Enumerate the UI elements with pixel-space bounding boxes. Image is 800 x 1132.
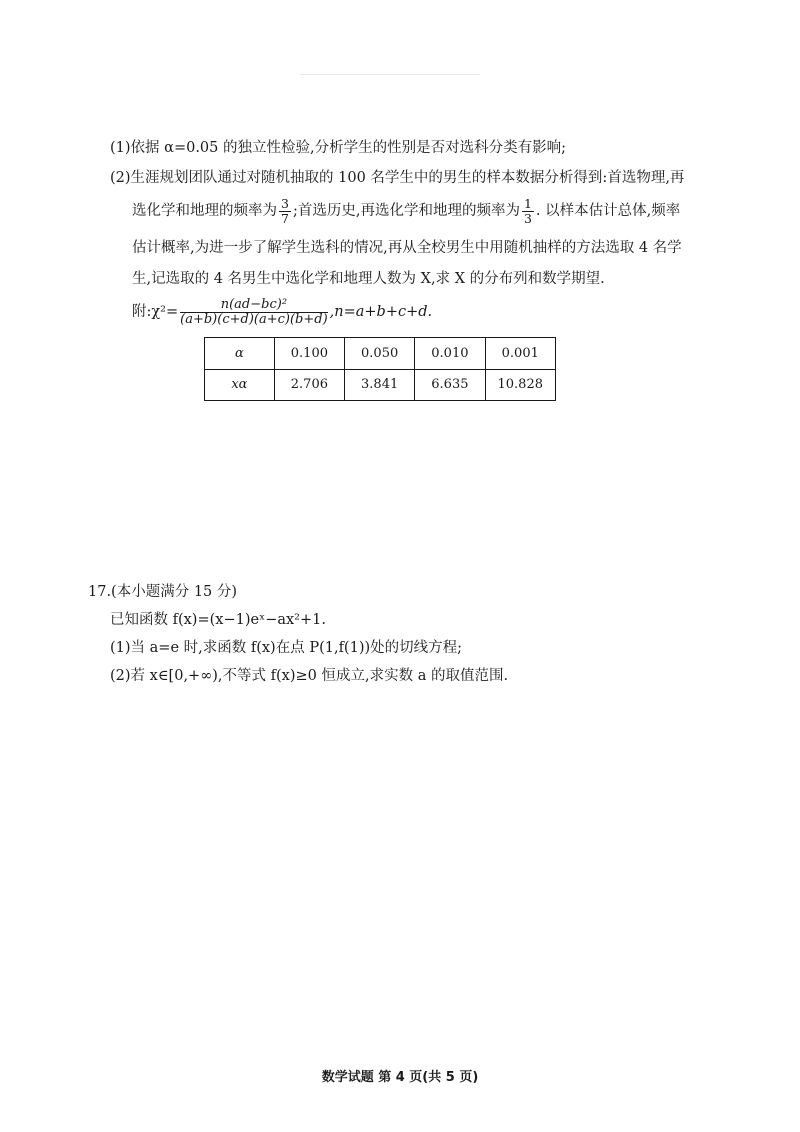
table-cell: 0.010 [415, 338, 485, 370]
q17-header: 17.(本小题满分 15 分) [88, 584, 238, 600]
table-row [205, 369, 556, 401]
table-cell: 3.841 [345, 369, 415, 401]
fraction-3-7 [279, 197, 291, 224]
table-cell-x-alpha-label: xα [205, 369, 275, 401]
table-cell-alpha-label: α [205, 338, 275, 370]
table-cell: 0.100 [274, 338, 344, 370]
table-cell: 6.635 [415, 369, 485, 401]
table-cell: 0.001 [485, 338, 555, 370]
table-cell: 10.828 [485, 369, 555, 401]
q16-part2-line3: 估计概率,为进一步了解学生选科的情况,再从全校男生中用随机抽样的方法选取 4 名学 [132, 240, 682, 256]
formula-suffix: ,n=a+b+c+d. [329, 304, 433, 320]
fraction-denominator: 7 [281, 210, 289, 226]
critical-value-table [204, 337, 556, 401]
q17-stem: 已知函数 f(x)=(x−1)eˣ−ax²+1. [110, 612, 326, 628]
formula-fraction [180, 298, 328, 326]
formula-prefix: 附:χ²= [132, 304, 179, 320]
fraction-numerator: 3 [281, 196, 289, 212]
fraction-denominator: 3 [523, 210, 532, 226]
q16-part2-line4: 生,记选取的 4 名男生中选化学和地理人数为 X,求 X 的分布列和数学期望. [132, 271, 605, 287]
q16-part2-text-a: 选化学和地理的频率为 [132, 203, 277, 219]
q16-part1: (1)依据 α=0.05 的独立性检验,分析学生的性别是否对选科分类有影响; [110, 140, 566, 156]
chi-square-formula [132, 294, 432, 330]
q16-part2-line1: (2)生涯规划团队通过对随机抽取的 100 名学生中的男生的样本数据分析得到:首选物理,再 [110, 170, 685, 186]
fraction-numerator: 1 [523, 196, 532, 212]
table-row [205, 338, 556, 370]
formula-denominator: (a+b)(c+d)(a+c)(b+d) [180, 311, 328, 327]
q17-part1: (1)当 a=e 时,求函数 f(x)在点 P(1,f(1))处的切线方程; [110, 640, 463, 656]
table-cell: 2.706 [274, 369, 344, 401]
q16-part2-text-b: ;首选历史,再选化学和地理的频率为 [292, 203, 520, 219]
scan-artifact-line [300, 74, 480, 75]
table-cell: 0.050 [345, 338, 415, 370]
q16-part2-line2 [132, 193, 680, 229]
q17-part2: (2)若 x∈[0,+∞),不等式 f(x)≥0 恒成立,求实数 a 的取值范围. [110, 668, 509, 684]
page-footer: 数学试题 第 4 页(共 5 页) [321, 1070, 479, 1085]
formula-numerator: n(ad−bc)² [180, 298, 328, 313]
q16-part2-text-c: . 以样本估计总体,频率 [535, 203, 681, 219]
fraction-1-3 [522, 197, 534, 224]
